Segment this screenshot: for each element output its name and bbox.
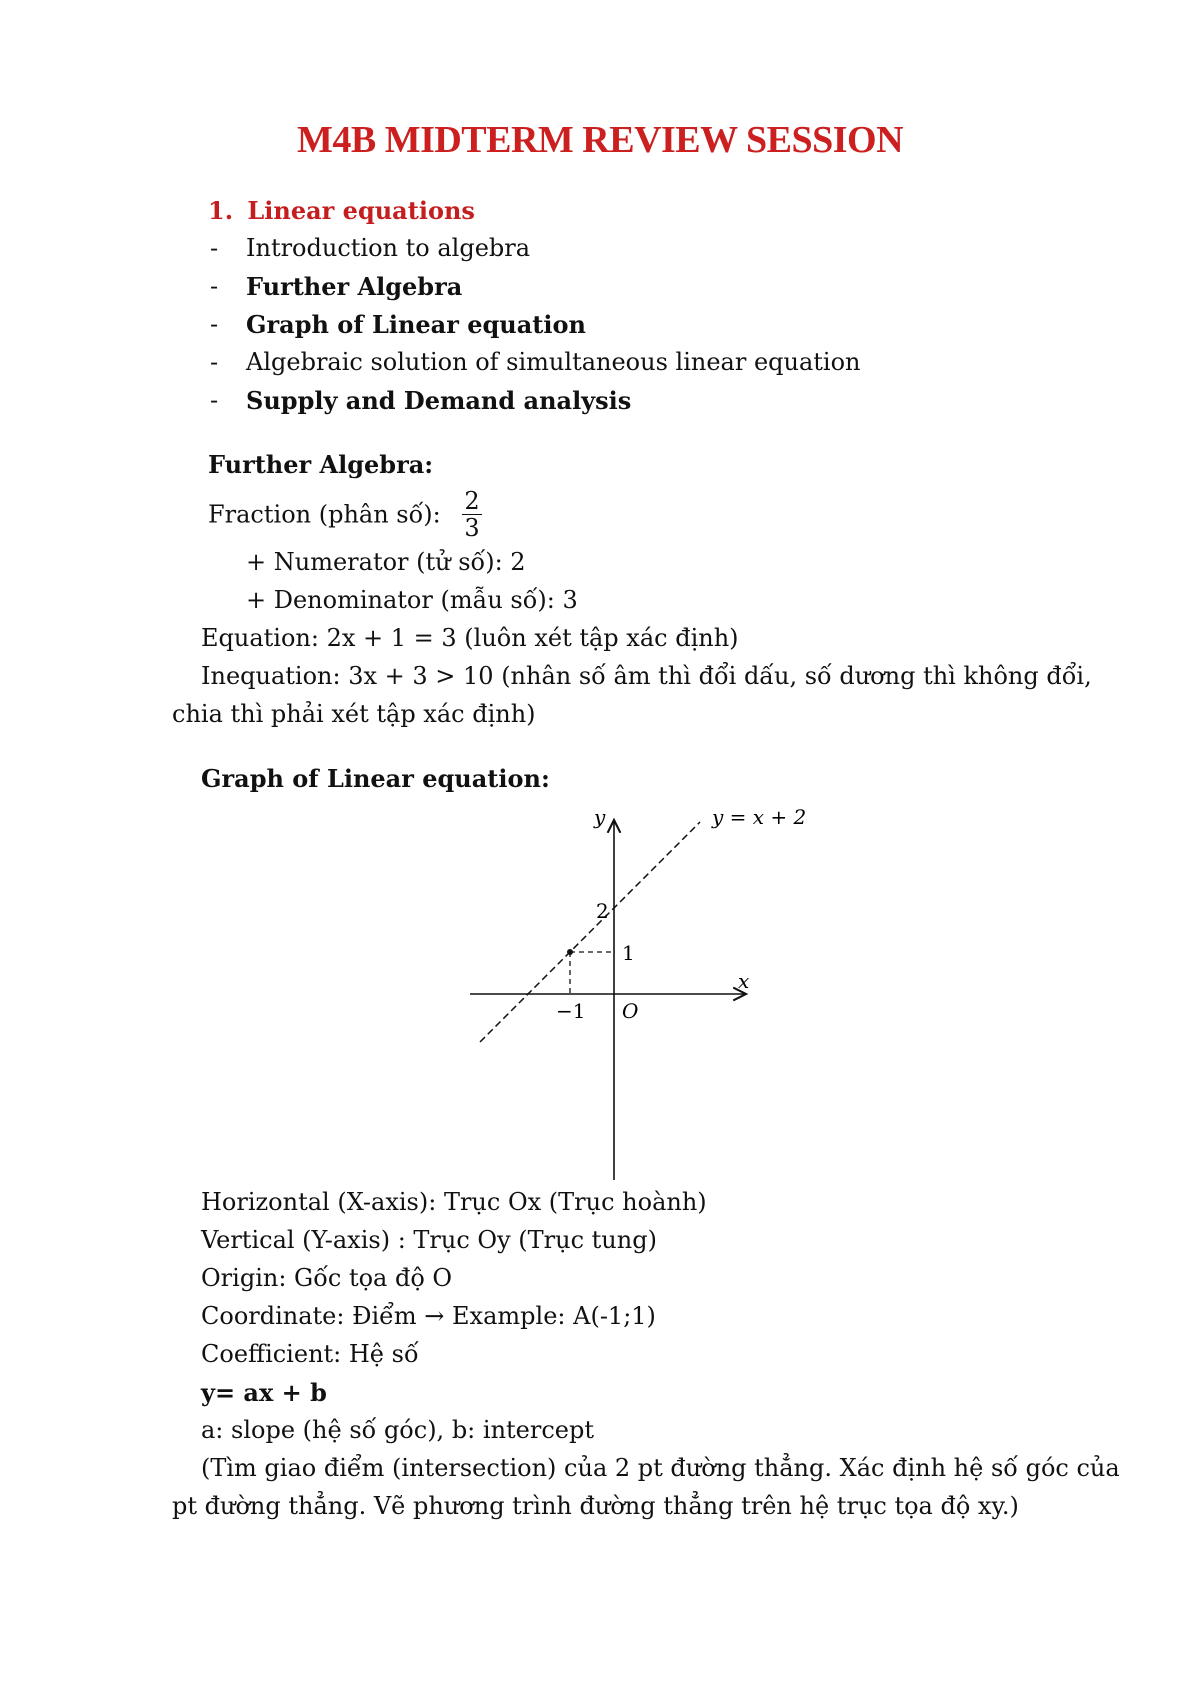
line-y-equals-x-plus-2	[480, 822, 700, 1042]
tick-label-y2: 2	[596, 899, 609, 923]
origin-line: Origin: Gốc tọa độ O	[201, 1264, 453, 1292]
origin-label: O	[622, 999, 639, 1023]
y-axis-label: y	[594, 805, 606, 829]
linear-graph	[470, 800, 830, 1180]
further-algebra-heading: Further Algebra:	[208, 450, 434, 479]
inequation-line: Inequation: 3x + 3 > 10 (nhân số âm thì đổi dấu, số dương thì không đổi,	[201, 662, 1092, 690]
formula: y= ax + b	[201, 1378, 327, 1407]
vertical-axis-line: Vertical (Y-axis) : Trục Oy (Trục tung)	[201, 1226, 657, 1254]
slope-intercept-line: a: slope (hệ số góc), b: intercept	[201, 1416, 594, 1444]
line-label: y = x + 2	[712, 805, 807, 829]
note-line: (Tìm giao điểm (intersection) của 2 pt đường thẳng. Xác định hệ số góc của	[201, 1454, 1120, 1482]
numerator-line: + Numerator (tử số): 2	[246, 548, 526, 576]
point-a	[567, 949, 573, 955]
coordinate-line: Coordinate: Điểm → Example: A(-1;1)	[201, 1302, 656, 1330]
denominator-line: + Denominator (mẫu số): 3	[246, 586, 578, 614]
fraction-line	[208, 488, 482, 541]
tick-label-y1: 1	[622, 941, 635, 965]
fraction-denominator: 3	[464, 514, 480, 542]
page-title: M4B MIDTERM REVIEW SESSION	[296, 119, 904, 161]
topic-list: - Introduction to algebra - Further Algebra - Graph of Linear equation - Algebraic solution of simultaneous linear equation - Supply and Demand analysis	[210, 234, 861, 415]
coefficient-line: Coefficient: Hệ số	[201, 1340, 419, 1368]
section-heading-linear-equations	[208, 196, 475, 225]
fraction	[462, 488, 481, 541]
fraction-numerator: 2	[464, 487, 480, 515]
graph-heading: Graph of Linear equation:	[201, 764, 550, 793]
section-number: 1.	[208, 196, 234, 225]
note-continuation: pt đường thẳng. Vẽ phương trình đường thẳng trên hệ trục tọa độ xy.)	[172, 1492, 1019, 1520]
equation-line: Equation: 2x + 1 = 3 (luôn xét tập xác định)	[201, 624, 739, 652]
x-axis-label: x	[738, 969, 750, 993]
fraction-label: Fraction (phân số):	[208, 500, 441, 529]
horizontal-axis-line: Horizontal (X-axis): Trục Ox (Trục hoành)	[201, 1188, 707, 1216]
inequation-continuation: chia thì phải xét tập xác định)	[172, 700, 536, 728]
tick-label-xm1: −1	[556, 999, 586, 1023]
section-title: Linear equations	[247, 196, 475, 225]
